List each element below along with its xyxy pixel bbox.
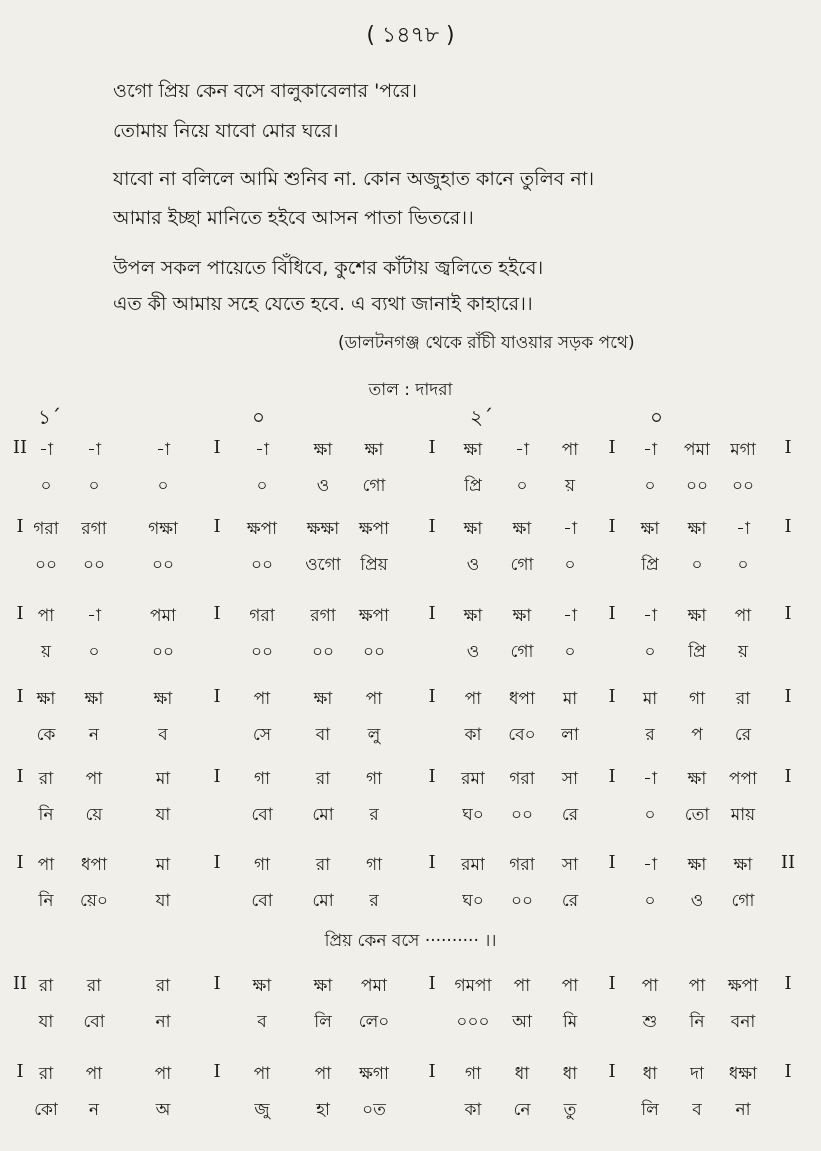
lyric-syllable: আ bbox=[512, 1012, 532, 1032]
lyric-syllable: য় bbox=[564, 476, 576, 496]
lyric-syllable: র bbox=[645, 725, 655, 745]
swara-note: রা bbox=[315, 855, 331, 875]
swara-note: -া bbox=[156, 440, 170, 460]
refrain-line: প্রিয় কেন বসে ·········· ।। bbox=[324, 931, 497, 951]
lyric-line-4: আমার ইচ্ছা মানিতে হইবে আসন পাতা ভিতরে।। bbox=[113, 207, 474, 229]
swara-note: ক্ষা bbox=[84, 689, 104, 709]
lyric-syllable: প্রি bbox=[688, 642, 706, 662]
bar-line: I bbox=[16, 1061, 24, 1082]
swara-note: -া bbox=[643, 769, 657, 789]
bar-line: I bbox=[784, 686, 792, 707]
swara-note: ক্ষা bbox=[364, 440, 384, 460]
location-credit: (ডালটনগঞ্জ থেকে রাঁচী যাওয়ার সড়ক পথে) bbox=[338, 333, 635, 353]
lyric-syllable-row bbox=[0, 1097, 821, 1127]
swara-note: গা bbox=[253, 855, 271, 875]
lyric-syllable: লি bbox=[314, 1012, 332, 1032]
lyric-syllable: কে bbox=[36, 725, 56, 745]
swara-note: পমা bbox=[684, 440, 710, 460]
swara-note: রমা bbox=[461, 769, 485, 789]
swara-note: পমা bbox=[361, 976, 387, 996]
lyric-line-1: ওগো প্রিয় কেন বসে বালুকাবেলার 'পরে। bbox=[113, 80, 418, 102]
lyric-syllable: ব bbox=[257, 1012, 267, 1032]
lyric-syllable: ০ bbox=[88, 476, 100, 496]
lyric-syllable: ০০ bbox=[510, 805, 534, 825]
lyric-syllable: বনা bbox=[730, 1012, 756, 1032]
swara-note: রা bbox=[735, 689, 751, 709]
swara-note: -া bbox=[39, 440, 53, 460]
lyric-syllable: না bbox=[735, 1100, 751, 1120]
swara-note: ধক্ষা bbox=[728, 1064, 758, 1084]
swara-note: ক্ষা bbox=[313, 440, 333, 460]
swara-note: পা bbox=[734, 606, 752, 626]
swara-note: পা bbox=[154, 1064, 172, 1084]
lyric-syllable: ০০ bbox=[151, 555, 175, 575]
page-number: ( ১৪৭৮ ) bbox=[366, 23, 455, 48]
bar-line: I bbox=[784, 516, 792, 537]
beat-mark-2: ০ bbox=[252, 405, 266, 429]
lyric-syllable: কা bbox=[464, 1100, 482, 1120]
swara-note: পা bbox=[561, 976, 579, 996]
lyric-syllable: ০ bbox=[40, 476, 52, 496]
lyric-syllable: বো bbox=[83, 1012, 105, 1032]
swara-note: -া bbox=[255, 440, 269, 460]
lyric-syllable: মো bbox=[312, 891, 334, 911]
swara-row bbox=[0, 852, 821, 882]
bar-line: I bbox=[16, 766, 24, 787]
lyric-syllable: বে০ bbox=[508, 725, 536, 745]
swara-note: সা bbox=[561, 855, 579, 875]
swara-note: গরা bbox=[249, 606, 275, 626]
bar-line: I bbox=[608, 766, 616, 787]
lyric-line-2: তোমায় নিয়ে যাবো মোর ঘরে। bbox=[113, 120, 339, 142]
swara-note: রা bbox=[155, 976, 171, 996]
lyric-syllable: সে bbox=[252, 725, 272, 745]
bar-line: I bbox=[16, 516, 24, 537]
swara-note: ক্ষা bbox=[252, 976, 272, 996]
lyric-syllable: ০০০ bbox=[456, 1012, 490, 1032]
lyric-syllable: ব bbox=[158, 725, 168, 745]
bar-line: I bbox=[608, 686, 616, 707]
lyric-syllable: রে bbox=[561, 891, 579, 911]
lyric-syllable: শু bbox=[642, 1012, 658, 1032]
swara-note: মা bbox=[562, 689, 578, 709]
swara-note: -া bbox=[736, 519, 750, 539]
lyric-syllable: রে bbox=[734, 725, 752, 745]
swara-note: গমপা bbox=[454, 976, 492, 996]
lyric-syllable: ও bbox=[466, 555, 480, 575]
swara-note: ধপা bbox=[81, 855, 107, 875]
lyric-syllable: ০০ bbox=[362, 642, 386, 662]
swara-note: গা bbox=[365, 855, 383, 875]
swara-note: গা bbox=[365, 769, 383, 789]
bar-line: I bbox=[428, 437, 436, 458]
lyric-line-3: যাবো না বলিলে আমি শুনিব না. কোন অজুহাত কানে তুলিব না। bbox=[113, 168, 595, 190]
bar-line: I bbox=[428, 973, 436, 994]
swara-note: পা bbox=[561, 440, 579, 460]
bar-line: I bbox=[608, 973, 616, 994]
swara-note: রা bbox=[38, 976, 54, 996]
lyric-syllable: কো bbox=[34, 1100, 58, 1120]
lyric-syllable: ০ bbox=[88, 642, 100, 662]
lyric-syllable: নি bbox=[38, 891, 54, 911]
lyric-syllable: মায় bbox=[730, 805, 756, 825]
lyric-syllable-row bbox=[0, 802, 821, 832]
swara-note: পা bbox=[37, 606, 55, 626]
lyric-syllable: বো bbox=[251, 805, 273, 825]
lyric-syllable: গো bbox=[362, 476, 386, 496]
lyric-syllable: ০ত bbox=[362, 1100, 386, 1120]
lyric-syllable: গো bbox=[510, 642, 534, 662]
lyric-syllable: ০ bbox=[644, 805, 656, 825]
lyric-syllable: ০ bbox=[564, 555, 576, 575]
bar-line: I bbox=[213, 603, 221, 624]
swara-row bbox=[0, 603, 821, 633]
bar-line: I bbox=[213, 516, 221, 537]
lyric-syllable: ঘ০ bbox=[462, 891, 484, 911]
lyric-syllable: যা bbox=[155, 805, 171, 825]
swara-row bbox=[0, 766, 821, 796]
lyric-syllable: ন bbox=[88, 1100, 100, 1120]
lyric-line-5: উপল সকল পায়েতে বিঁধিবে, কুশের কাঁটায় জ্বলিতে হইবে। bbox=[113, 257, 544, 279]
lyric-syllable: বা bbox=[315, 725, 331, 745]
swara-note: -া bbox=[563, 606, 577, 626]
lyric-syllable-row bbox=[0, 639, 821, 669]
swara-note: পা bbox=[37, 855, 55, 875]
lyric-syllable: য়ে০ bbox=[80, 891, 108, 911]
swara-note: ধা bbox=[642, 1064, 658, 1084]
lyric-syllable: র bbox=[369, 805, 379, 825]
lyric-syllable: লি bbox=[641, 1100, 659, 1120]
swara-row bbox=[0, 973, 821, 1003]
lyric-syllable: ও bbox=[316, 476, 330, 496]
swara-note: -া bbox=[643, 855, 657, 875]
swara-note: পা bbox=[641, 976, 659, 996]
swara-note: গা bbox=[688, 689, 706, 709]
bar-line: I bbox=[428, 516, 436, 537]
swara-note: ক্ষা bbox=[463, 440, 483, 460]
bar-line: I bbox=[784, 437, 792, 458]
lyric-syllable: ০০ bbox=[311, 642, 335, 662]
lyric-syllable: ০০ bbox=[250, 642, 274, 662]
bar-line: I bbox=[784, 1061, 792, 1082]
bar-line: I bbox=[428, 852, 436, 873]
swara-note: পা bbox=[253, 1064, 271, 1084]
swara-note: মা bbox=[642, 689, 658, 709]
bar-line: I bbox=[428, 766, 436, 787]
lyric-syllable: নে bbox=[513, 1100, 531, 1120]
swara-note: দা bbox=[690, 1064, 704, 1084]
bar-line: I bbox=[16, 603, 24, 624]
lyric-syllable: গো bbox=[510, 555, 534, 575]
lyric-syllable: ঘ০ bbox=[462, 805, 484, 825]
swara-note: গা bbox=[253, 769, 271, 789]
lyric-syllable: যা bbox=[155, 891, 171, 911]
swara-note: মা bbox=[155, 855, 171, 875]
swara-note: ক্ষা bbox=[463, 519, 483, 539]
bar-line: I bbox=[213, 437, 221, 458]
lyric-syllable: ন bbox=[88, 725, 100, 745]
swara-note: -া bbox=[515, 440, 529, 460]
bar-line: I bbox=[784, 603, 792, 624]
lyric-syllable: জু bbox=[254, 1100, 270, 1120]
lyric-syllable: তো bbox=[684, 805, 710, 825]
lyric-syllable: মি bbox=[562, 1012, 578, 1032]
beat-mark-4: ০ bbox=[650, 405, 664, 429]
swara-note: ক্ষা bbox=[687, 519, 707, 539]
swara-note: পা bbox=[365, 689, 383, 709]
lyric-syllable: ও bbox=[690, 891, 704, 911]
lyric-syllable-row bbox=[0, 888, 821, 918]
swara-note: -া bbox=[643, 440, 657, 460]
lyric-syllable: য় bbox=[40, 642, 52, 662]
lyric-syllable: ব bbox=[692, 1100, 702, 1120]
swara-note: ক্ষা bbox=[153, 689, 173, 709]
swara-note: গরা bbox=[509, 855, 535, 875]
bar-line: I bbox=[608, 852, 616, 873]
swara-note: গরা bbox=[33, 519, 59, 539]
bar-line: II bbox=[12, 973, 28, 994]
lyric-syllable: অ bbox=[155, 1100, 171, 1120]
lyric-syllable: যা bbox=[38, 1012, 54, 1032]
lyric-line-6: এত কী আমায় সহে যেতে হবে. এ ব্যথা জানাই কাহারে।। bbox=[113, 293, 533, 315]
swara-note: রা bbox=[86, 976, 102, 996]
swara-row bbox=[0, 437, 821, 467]
lyric-syllable: ০০ bbox=[510, 891, 534, 911]
swara-note: পা bbox=[688, 976, 706, 996]
bar-line: I bbox=[213, 973, 221, 994]
lyric-syllable: ০০ bbox=[731, 476, 755, 496]
lyric-syllable: ওগো bbox=[305, 555, 341, 575]
lyric-syllable: ০০ bbox=[151, 642, 175, 662]
bar-line: II bbox=[12, 437, 28, 458]
swara-row bbox=[0, 686, 821, 716]
lyric-syllable: প্রি bbox=[464, 476, 482, 496]
swara-note: ক্ষক্ষা bbox=[306, 519, 340, 539]
lyric-syllable: কা bbox=[464, 725, 482, 745]
beat-mark-1: ১´ bbox=[38, 405, 61, 429]
swara-note: পা bbox=[314, 1064, 332, 1084]
lyric-syllable-row bbox=[0, 473, 821, 503]
swara-note: পপা bbox=[728, 769, 758, 789]
lyric-syllable: গো bbox=[731, 891, 755, 911]
swara-note: ক্ষা bbox=[512, 606, 532, 626]
swara-note: পা bbox=[253, 689, 271, 709]
lyric-syllable: ০ bbox=[737, 555, 749, 575]
lyric-syllable: ০০ bbox=[250, 555, 274, 575]
swara-note: ধপা bbox=[509, 689, 535, 709]
lyric-syllable: তু bbox=[563, 1100, 577, 1120]
swara-note: রগা bbox=[310, 606, 336, 626]
lyric-syllable: লে০ bbox=[358, 1012, 390, 1032]
swara-note: ক্ষপা bbox=[358, 519, 390, 539]
lyric-syllable: য় bbox=[737, 642, 749, 662]
bar-line: I bbox=[213, 686, 221, 707]
swara-note: ক্ষপা bbox=[246, 519, 278, 539]
bar-line: I bbox=[608, 1061, 616, 1082]
lyric-syllable: প্রি bbox=[641, 555, 659, 575]
swara-note: পা bbox=[85, 769, 103, 789]
swara-note: ক্ষপা bbox=[727, 976, 759, 996]
taal-heading: তাল : দাদরা bbox=[368, 380, 453, 400]
swara-note: ক্ষা bbox=[687, 769, 707, 789]
swara-note: ক্ষা bbox=[313, 976, 333, 996]
swara-note: রা bbox=[38, 769, 54, 789]
swara-note: -া bbox=[87, 440, 101, 460]
swara-note: গরা bbox=[509, 769, 535, 789]
swara-row bbox=[0, 516, 821, 546]
swara-note: মা bbox=[155, 769, 171, 789]
swara-note: ক্ষা bbox=[687, 855, 707, 875]
swara-row bbox=[0, 1061, 821, 1091]
bar-line: I bbox=[608, 516, 616, 537]
bar-line: I bbox=[784, 973, 792, 994]
swara-note: ক্ষা bbox=[687, 606, 707, 626]
lyric-syllable: য়ে bbox=[85, 805, 103, 825]
lyric-syllable: হা bbox=[316, 1100, 330, 1120]
lyric-syllable: লু bbox=[367, 725, 381, 745]
bar-line: I bbox=[213, 852, 221, 873]
swara-note: ধা bbox=[562, 1064, 578, 1084]
swara-note: ক্ষা bbox=[313, 689, 333, 709]
swara-note: ক্ষা bbox=[463, 606, 483, 626]
swara-note: রা bbox=[315, 769, 331, 789]
lyric-syllable: ০০ bbox=[685, 476, 709, 496]
bar-line: I bbox=[608, 437, 616, 458]
swara-note: ধা bbox=[514, 1064, 530, 1084]
swara-note: -া bbox=[643, 606, 657, 626]
swara-note: ক্ষপা bbox=[358, 606, 390, 626]
bar-line: I bbox=[428, 686, 436, 707]
bar-line: I bbox=[16, 852, 24, 873]
bar-line: I bbox=[428, 603, 436, 624]
lyric-syllable: না bbox=[155, 1012, 171, 1032]
swara-note: -া bbox=[563, 519, 577, 539]
swara-note: ক্ষগা bbox=[359, 1064, 389, 1084]
swara-note: গক্ষা bbox=[148, 519, 178, 539]
lyric-syllable: র bbox=[369, 891, 379, 911]
bar-line: I bbox=[213, 1061, 221, 1082]
swara-note: রমা bbox=[461, 855, 485, 875]
lyric-syllable: ও bbox=[466, 642, 480, 662]
lyric-syllable: ০ bbox=[256, 476, 268, 496]
lyric-syllable: ০ bbox=[644, 476, 656, 496]
bar-line: I bbox=[608, 603, 616, 624]
lyric-syllable: রে bbox=[561, 805, 579, 825]
swara-note: ক্ষা bbox=[733, 855, 753, 875]
swara-note: রগা bbox=[81, 519, 107, 539]
lyric-syllable: বো bbox=[251, 891, 273, 911]
lyric-syllable-row bbox=[0, 552, 821, 582]
lyric-syllable: প bbox=[691, 725, 703, 745]
swara-note: সা bbox=[561, 769, 579, 789]
lyric-syllable: ০০ bbox=[82, 555, 106, 575]
lyric-syllable: ০ bbox=[691, 555, 703, 575]
lyric-syllable: ০ bbox=[516, 476, 528, 496]
lyric-syllable: নি bbox=[38, 805, 54, 825]
swara-note: ক্ষা bbox=[36, 689, 56, 709]
lyric-syllable: ০ bbox=[644, 642, 656, 662]
swara-note: রা bbox=[38, 1064, 54, 1084]
lyric-syllable-row bbox=[0, 1009, 821, 1039]
swara-note: পা bbox=[513, 976, 531, 996]
swara-note: পা bbox=[464, 689, 482, 709]
lyric-syllable: ০ bbox=[564, 642, 576, 662]
swara-note: ক্ষা bbox=[640, 519, 660, 539]
lyric-syllable-row bbox=[0, 722, 821, 752]
lyric-syllable: ০ bbox=[644, 891, 656, 911]
swara-note: গা bbox=[464, 1064, 482, 1084]
bar-line: I bbox=[16, 686, 24, 707]
lyric-syllable: লা bbox=[561, 725, 579, 745]
beat-mark-3: ২´ bbox=[470, 405, 494, 429]
bar-line: II bbox=[780, 852, 796, 873]
lyric-syllable: প্রিয় bbox=[360, 555, 388, 575]
bar-line: I bbox=[213, 766, 221, 787]
bar-line: I bbox=[428, 1061, 436, 1082]
swara-note: পা bbox=[85, 1064, 103, 1084]
lyric-syllable: ০০ bbox=[34, 555, 58, 575]
swara-note: মগা bbox=[730, 440, 756, 460]
lyric-syllable: মো bbox=[312, 805, 334, 825]
swara-note: পমা bbox=[150, 606, 176, 626]
swara-note: ক্ষা bbox=[512, 519, 532, 539]
bar-line: I bbox=[784, 766, 792, 787]
lyric-syllable: নি bbox=[689, 1012, 705, 1032]
lyric-syllable: ০ bbox=[157, 476, 169, 496]
swara-note: -া bbox=[87, 606, 101, 626]
